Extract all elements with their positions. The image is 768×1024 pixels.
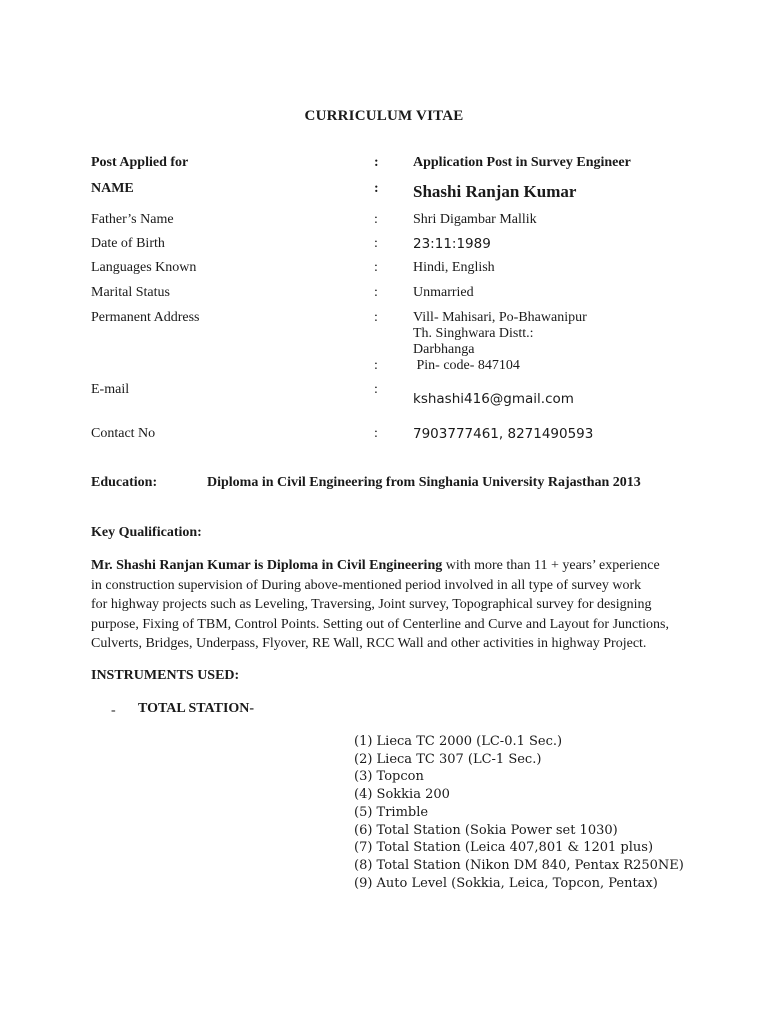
address-line: Th. Singhwara Distt.:	[413, 326, 534, 341]
bullet-marker: -	[111, 703, 116, 718]
pin-code-value: Pin- code- 847104	[413, 358, 520, 373]
contact-label: Contact No	[91, 426, 156, 441]
total-station-heading: TOTAL STATION-	[138, 701, 255, 716]
dob-colon: :	[374, 236, 378, 251]
name-colon: :	[374, 181, 379, 196]
address-label: Permanent Address	[91, 310, 200, 325]
languages-colon: :	[374, 260, 378, 275]
document-title: CURRICULUM VITAE	[304, 108, 464, 124]
instrument-item: (3) Topcon	[354, 769, 424, 785]
post-applied-value: Application Post in Survey Engineer	[413, 155, 631, 170]
qualification-line: in construction supervision of During above-mentioned period involved in all type of survey work	[91, 577, 642, 593]
instrument-item: (2) Lieca TC 307 (LC-1 Sec.)	[354, 751, 542, 767]
qualification-line-rest: with more than 11 + years’ experience	[442, 558, 660, 573]
email-colon: :	[374, 382, 378, 397]
qualification-line: purpose, Fixing of TBM, Control Points. Setting out of Centerline and Curve and Layout for Junctions,	[91, 616, 669, 632]
contact-colon: :	[374, 426, 378, 441]
pin-colon: :	[374, 358, 378, 373]
instrument-item: (1) Lieca TC 2000 (LC-0.1 Sec.)	[354, 734, 563, 749]
email-label: E-mail	[91, 382, 130, 397]
post-applied-colon: :	[374, 155, 379, 170]
instruments-heading: INSTRUMENTS USED:	[91, 668, 240, 683]
instrument-item: (5) Trimble	[354, 804, 429, 820]
dob-label: Date of Birth	[91, 236, 165, 251]
instrument-list	[354, 733, 684, 892]
education-value: Diploma in Civil Engineering from Singhania University Rajasthan 2013	[207, 475, 641, 490]
qualification-intro: Mr. Shashi Ranjan Kumar is Diploma in Civil Engineering	[91, 558, 443, 573]
father-name-label: Father’s Name	[91, 212, 174, 227]
name-value: Shashi Ranjan Kumar	[413, 182, 577, 201]
qualification-line: for highway projects such as Leveling, Traversing, Joint survey, Topographical survey for designing	[91, 597, 652, 612]
address-value	[413, 310, 587, 358]
education-label: Education:	[91, 475, 158, 490]
education-row	[91, 475, 731, 491]
instrument-item: (9) Auto Level (Sokkia, Leica, Topcon, Pentax)	[354, 875, 658, 891]
post-applied-label: Post Applied for	[91, 155, 189, 170]
address-line: Vill- Mahisari, Po-Bhawanipur	[413, 310, 587, 325]
dob-value: 23:11:1989	[413, 236, 491, 252]
father-name-colon: :	[374, 212, 378, 227]
instrument-item: (8) Total Station (Nikon DM 840, Pentax R250NE)	[354, 857, 684, 873]
contact-value: 7903777461, 8271490593	[413, 426, 594, 442]
address-colon: :	[374, 310, 378, 325]
key-qualification-heading: Key Qualification:	[91, 525, 202, 540]
key-qualification-text	[91, 556, 685, 654]
instrument-item: (7) Total Station (Leica 407,801 & 1201 plus)	[354, 840, 654, 856]
qualification-line: Culverts, Bridges, Underpass, Flyover, RE Wall, RCC Wall and other activities in highway Project.	[91, 636, 647, 651]
marital-status-label: Marital Status	[91, 285, 170, 300]
name-label: NAME	[91, 181, 134, 196]
instrument-item: (4) Sokkia 200	[354, 787, 450, 803]
marital-status-value: Unmarried	[413, 285, 474, 300]
qualification-line	[91, 556, 685, 576]
languages-value: Hindi, English	[413, 260, 495, 275]
languages-label: Languages Known	[91, 260, 197, 275]
marital-status-colon: :	[374, 285, 378, 300]
address-line: Darbhanga	[413, 342, 475, 357]
instrument-item: (6) Total Station (Sokia Power set 1030)	[354, 822, 618, 838]
email-value: kshashi416@gmail.com	[413, 391, 574, 407]
father-name-value: Shri Digambar Mallik	[413, 212, 537, 227]
